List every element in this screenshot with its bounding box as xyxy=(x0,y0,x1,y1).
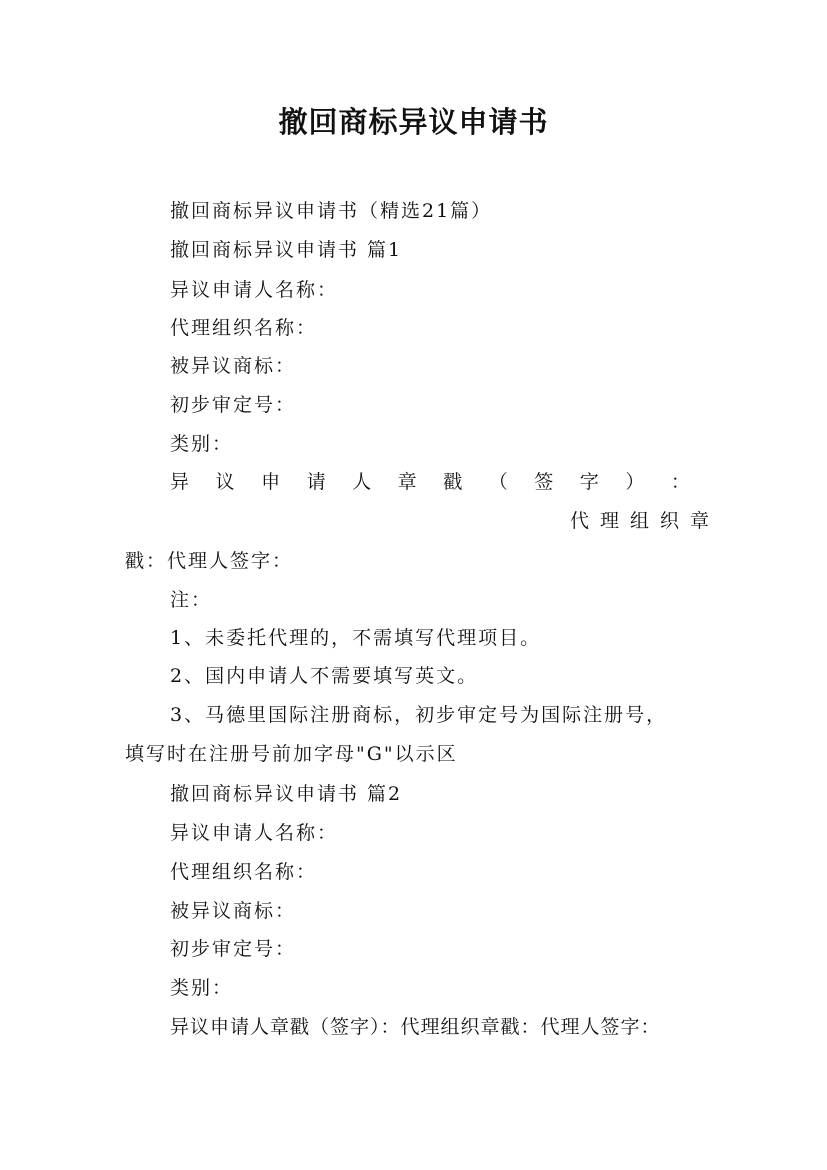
signature-char: 异 xyxy=(170,471,190,493)
signature-char: ： xyxy=(670,471,690,493)
signature-char: 议 xyxy=(215,471,235,493)
part2-applicant-name-field: 异议申请人名称： xyxy=(170,822,339,844)
applicant-name-field: 异议申请人名称： xyxy=(170,279,339,301)
part2-category-field: 类别： xyxy=(170,977,234,999)
document-title: 撤回商标异议申请书 xyxy=(278,105,549,139)
part2-agency-name-field: 代理组织名称： xyxy=(170,861,318,883)
signature-char: （ xyxy=(488,471,508,493)
note-label: 注： xyxy=(170,589,213,611)
note-item-1: 1、未委托代理的，不需填写代理项目。 xyxy=(170,627,542,649)
signature-char: 申 xyxy=(261,471,281,493)
note-item-2: 2、国内申请人不需要填写英文。 xyxy=(170,665,479,687)
signature-char: ） xyxy=(625,471,645,493)
part2-opposed-trademark-field: 被异议商标： xyxy=(170,900,297,922)
signature-char: 签 xyxy=(534,471,554,493)
signature-char: 字 xyxy=(579,471,599,493)
part2-preliminary-approval-number-field: 初步审定号： xyxy=(170,938,297,960)
document-subtitle: 撤回商标异议申请书（精选21篇） xyxy=(170,200,493,222)
agency-name-field: 代理组织名称： xyxy=(170,317,318,339)
signature-char: 人 xyxy=(352,471,372,493)
signature-char: 章 xyxy=(397,471,417,493)
part1-heading: 撤回商标异议申请书 篇1 xyxy=(170,239,403,261)
agency-stamp-label: 代理组织章 xyxy=(570,510,721,532)
opposed-trademark-field: 被异议商标： xyxy=(170,355,297,377)
note-item-3: 3、马德里国际注册商标，初步审定号为国际注册号， xyxy=(170,704,668,726)
applicant-signature-line xyxy=(170,469,690,495)
agency-stamp-continuation: 戳：代理人签字： xyxy=(125,550,294,572)
part2-heading: 撤回商标异议申请书 篇2 xyxy=(170,783,403,805)
signature-char: 戳 xyxy=(443,471,463,493)
note-item-3-continuation: 填写时在注册号前加字母"G"以示区 xyxy=(125,743,458,765)
signature-char: 请 xyxy=(306,471,326,493)
category-field: 类别： xyxy=(170,433,234,455)
part2-signature-line: 异议申请人章戳（签字）：代理组织章戳：代理人签字： xyxy=(170,1016,661,1038)
preliminary-approval-number-field: 初步审定号： xyxy=(170,394,297,416)
